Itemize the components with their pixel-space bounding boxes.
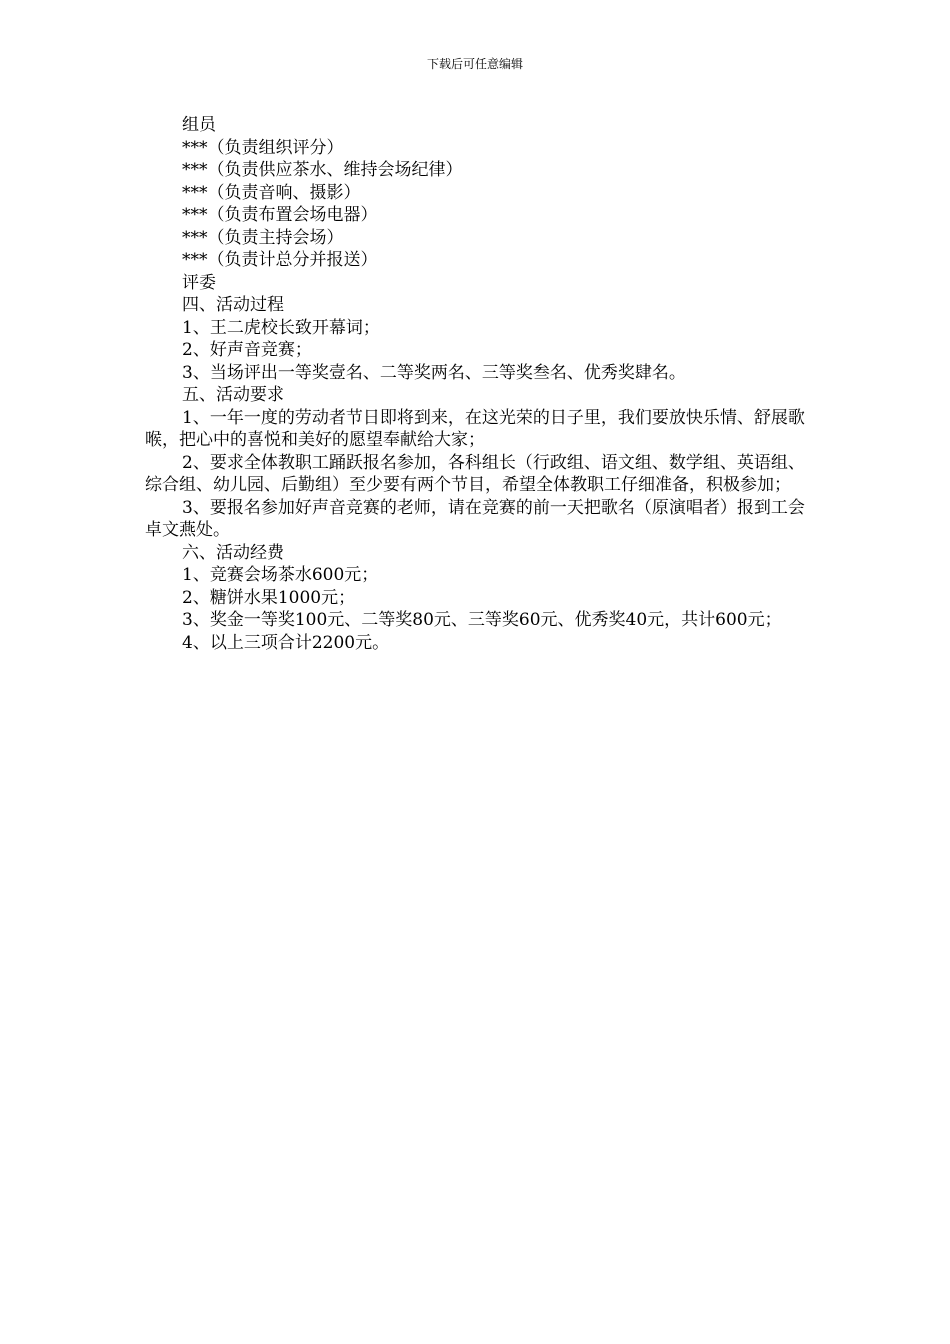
paragraph-process-2: 2、好声音竞赛； [182,340,312,360]
page-header: 下载后可任意编辑 [426,57,523,71]
paragraph-budget-3: 3、奖金一等奖100元、二等奖80元、三等奖60元、优秀奖40元，共计600元； [182,610,782,630]
paragraph-budget-1: 1、竞赛会场茶水600元； [182,565,379,585]
section-heading-requirements: 五、活动要求 [182,385,284,405]
paragraph-member-3: ***（负责音响、摄影） [182,182,361,203]
paragraph-member-2: ***（负责供应茶水、维持会场纪律） [182,160,463,180]
paragraph-requirement-3: 3、要报名参加好声音竞赛的老师，请在竞赛的前一天把歌名（原演唱者）报到工会卓文燕处。 [145,497,805,540]
paragraph-members-heading: 组员 [182,115,216,135]
paragraph-requirement-1: 1、一年一度的劳动者节日即将到来，在这光荣的日子里，我们要放快乐情、舒展歌喉，把心中的喜悦和美好的愿望奉献给大家； [145,407,805,450]
paragraph-requirement-2: 2、要求全体教职工踊跃报名参加，各科组长（行政组、语文组、数学组、英语组、综合组、幼儿园、后勤组）至少要有两个节目，希望全体教职工仔细准备，积极参加； [145,452,805,495]
paragraph-budget-4: 4、以上三项合计2200元。 [182,632,390,653]
paragraph-process-3: 3、当场评出一等奖壹名、二等奖两名、三等奖叁名、优秀奖肆名。 [182,362,686,383]
paragraph-process-1: 1、王二虎校长致开幕词； [182,317,380,338]
paragraph-member-4: ***（负责布置会场电器） [182,205,378,225]
paragraph-member-5: ***（负责主持会场） [182,227,344,248]
paragraph-member-1: ***（负责组织评分） [182,137,344,158]
section-heading-budget: 六、活动经费 [182,542,284,563]
paragraph-budget-2: 2、糖饼水果1000元； [182,587,356,608]
document-body [145,114,805,654]
section-heading-process: 四、活动过程 [182,295,284,315]
paragraph-member-6: ***（负责计总分并报送） [182,250,378,270]
paragraph-judges-heading: 评委 [182,272,216,293]
